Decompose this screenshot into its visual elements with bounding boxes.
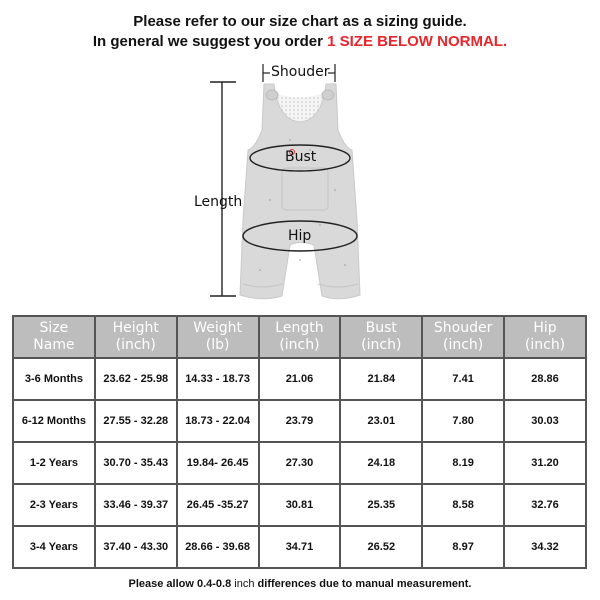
- cell-hip: 32.76: [504, 484, 586, 526]
- table-row: [13, 400, 586, 442]
- col-header-length: Length (inch): [259, 316, 341, 358]
- bust-label: Bust: [285, 149, 317, 165]
- cell-length: 30.81: [259, 484, 341, 526]
- heading-line-1: Please refer to our size chart as a sizing guide.: [133, 13, 467, 30]
- measurement-note: [0, 578, 600, 590]
- cell-bust: 26.52: [340, 526, 422, 568]
- cell-size: 3-6 Months: [13, 358, 95, 400]
- cell-bust: 25.35: [340, 484, 422, 526]
- cell-height: 37.40 - 43.30: [95, 526, 177, 568]
- cell-weight: 14.33 - 18.73: [177, 358, 259, 400]
- cell-height: 33.46 - 39.37: [95, 484, 177, 526]
- table-row: [13, 442, 586, 484]
- hip-label: Hip: [288, 228, 312, 244]
- cell-size: 2-3 Years: [13, 484, 95, 526]
- col-header-weight: Weight (lb): [177, 316, 259, 358]
- table-header-row: [13, 316, 586, 358]
- cell-hip: 34.32: [504, 526, 586, 568]
- cell-hip: 30.03: [504, 400, 586, 442]
- col-header-hip: Hip (inch): [504, 316, 586, 358]
- cell-weight: 18.73 - 22.04: [177, 400, 259, 442]
- cell-weight: 28.66 - 39.68: [177, 526, 259, 568]
- heading-highlight: 1 SIZE BELOW NORMAL.: [327, 33, 508, 50]
- cell-bust: 23.01: [340, 400, 422, 442]
- cell-shoulder: 8.58: [422, 484, 504, 526]
- note-prefix: Please allow 0.4-0.8: [128, 578, 235, 590]
- cell-length: 27.30: [259, 442, 341, 484]
- col-header-size: Size Name: [13, 316, 95, 358]
- note-suffix: differences due to manual measurement.: [254, 578, 472, 590]
- cell-length: 23.79: [259, 400, 341, 442]
- cell-bust: 21.84: [340, 358, 422, 400]
- col-header-height: Height (inch): [95, 316, 177, 358]
- cell-height: 23.62 - 25.98: [95, 358, 177, 400]
- heading-prefix: In general we suggest you order: [92, 33, 328, 50]
- shoulder-label: Shouder: [271, 64, 330, 80]
- cell-shoulder: 8.97: [422, 526, 504, 568]
- table-row: [13, 526, 586, 568]
- note-unit: inch: [234, 578, 255, 590]
- cell-length: 34.71: [259, 526, 341, 568]
- col-header-bust: Bust (inch): [340, 316, 422, 358]
- cell-height: 30.70 - 35.43: [95, 442, 177, 484]
- cell-size: 6-12 Months: [13, 400, 95, 442]
- cell-hip: 28.86: [504, 358, 586, 400]
- cell-size: 1-2 Years: [13, 442, 95, 484]
- table-row: [13, 358, 586, 400]
- cell-bust: 24.18: [340, 442, 422, 484]
- cell-weight: 19.84- 26.45: [177, 442, 259, 484]
- cell-shoulder: 7.41: [422, 358, 504, 400]
- cell-size: 3-4 Years: [13, 526, 95, 568]
- cell-length: 21.06: [259, 358, 341, 400]
- size-chart-table: [12, 315, 587, 569]
- cell-hip: 31.20: [504, 442, 586, 484]
- table-row: [13, 484, 586, 526]
- cell-weight: 26.45 -35.27: [177, 484, 259, 526]
- length-label: Length: [194, 194, 243, 210]
- col-header-shoulder: Shouder (inch): [422, 316, 504, 358]
- cell-shoulder: 7.80: [422, 400, 504, 442]
- cell-height: 27.55 - 32.28: [95, 400, 177, 442]
- cell-shoulder: 8.19: [422, 442, 504, 484]
